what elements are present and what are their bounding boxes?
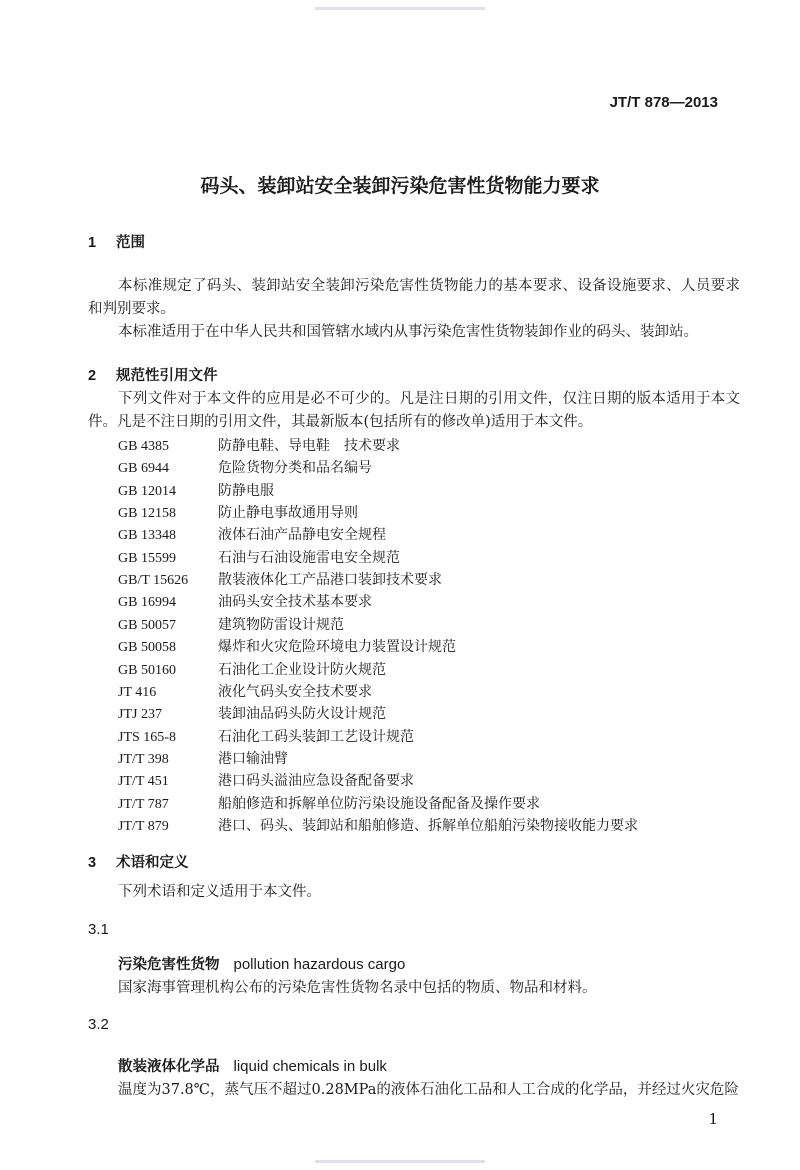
reference-code: JTJ 237 xyxy=(118,707,162,723)
term-definition: 温度为37.8℃，蒸气压不超过0.28MPa的液体石油化工品和人工合成的化学品，并经过火灾危险 xyxy=(118,1082,739,1098)
term-heading xyxy=(118,953,405,974)
reference-title: 石油化工企业设计防火规范 xyxy=(218,661,386,678)
reference-title: 建筑物防雷设计规范 xyxy=(218,616,344,633)
reference-item xyxy=(118,748,288,770)
reference-code: GB 50160 xyxy=(118,662,176,678)
reference-item xyxy=(118,591,372,613)
reference-code: GB 50057 xyxy=(118,617,176,633)
reference-code: GB 15599 xyxy=(118,550,176,566)
reference-title: 船舶修造和拆解单位防污染设施设备配备及操作要求 xyxy=(218,795,540,812)
term-zh: 散装液体化学品 xyxy=(118,1059,220,1075)
reference-code: JT/T 451 xyxy=(118,774,169,790)
reference-item xyxy=(118,435,400,457)
standard-number: JT/T 878—2013 xyxy=(609,94,718,111)
reference-item xyxy=(118,569,442,591)
reference-title: 散装液体化工产品港口装卸技术要求 xyxy=(218,572,442,589)
reference-code: GB 12014 xyxy=(118,483,176,499)
section-heading-1 xyxy=(88,231,145,252)
reference-title: 爆炸和火灾危险环境电力装置设计规范 xyxy=(218,639,456,656)
reference-item xyxy=(118,502,358,524)
section-title: 范围 xyxy=(116,235,145,251)
reference-title: 液化气码头安全技术要求 xyxy=(218,683,372,700)
paragraph: 本标准规定了码头、装卸站安全装卸污染危害性货物能力的基本要求、设备设施要求、人员要求和判别要求。 xyxy=(88,278,740,317)
reference-item xyxy=(118,636,456,658)
paragraph: 下列文件对于本文件的应用是必不可少的。凡是注日期的引用文件，仅注日期的版本适用于本文件。凡是不注日期的引用文件，其最新版本(包括所有的修改单)适用于本文件。 xyxy=(88,391,740,430)
reference-code: JT 416 xyxy=(118,684,157,700)
reference-title: 石油与石油设施雷电安全规范 xyxy=(218,549,400,566)
reference-item xyxy=(118,726,414,748)
term-number: 3.2 xyxy=(88,1016,109,1033)
reference-title: 危险货物分类和品名编号 xyxy=(218,460,372,477)
section-title: 术语和定义 xyxy=(116,855,189,871)
term-heading xyxy=(118,1055,387,1076)
reference-title: 防静电服 xyxy=(218,482,274,499)
page-number: 1 xyxy=(708,1110,718,1128)
reference-item xyxy=(118,815,638,837)
reference-item xyxy=(118,681,372,703)
section-heading-2 xyxy=(88,364,218,385)
reference-item xyxy=(118,659,386,681)
reference-title: 装卸油品码头防火设计规范 xyxy=(218,706,386,723)
reference-code: GB 50058 xyxy=(118,640,176,656)
term-en: liquid chemicals in bulk xyxy=(233,1058,387,1075)
reference-title: 港口码头溢油应急设备配备要求 xyxy=(218,773,414,790)
section-number: 1 xyxy=(88,235,97,251)
reference-code: GB 13348 xyxy=(118,528,176,544)
reference-code: GB 12158 xyxy=(118,506,176,522)
section-heading-3 xyxy=(88,851,189,872)
reference-code: GB 16994 xyxy=(118,595,176,611)
reference-item xyxy=(118,480,274,502)
reference-title: 港口、码头、装卸站和船舶修造、拆解单位船舶污染物接收能力要求 xyxy=(218,817,638,834)
reference-item xyxy=(118,703,386,725)
reference-code: JT/T 787 xyxy=(118,796,169,812)
section-number: 3 xyxy=(88,855,97,871)
reference-code: GB/T 15626 xyxy=(118,573,189,589)
reference-item xyxy=(118,793,540,815)
reference-item xyxy=(118,547,400,569)
term-zh: 污染危害性货物 xyxy=(118,957,220,973)
section-title: 规范性引用文件 xyxy=(116,368,218,384)
document-title: 码头、装卸站安全装卸污染危害性货物能力要求 xyxy=(200,175,600,197)
reference-code: JT/T 398 xyxy=(118,751,169,767)
reference-item xyxy=(118,524,386,546)
reference-code: GB 4385 xyxy=(118,439,169,454)
reference-code: JT/T 879 xyxy=(118,818,169,834)
reference-title: 港口输油臂 xyxy=(218,750,288,767)
watermark-top xyxy=(315,7,485,10)
reference-title: 油码头安全技术基本要求 xyxy=(218,594,372,611)
reference-item xyxy=(118,614,344,636)
term-number: 3.1 xyxy=(88,921,109,938)
reference-item xyxy=(118,770,414,792)
reference-code: JTS 165-8 xyxy=(118,729,176,745)
reference-title: 石油化工码头装卸工艺设计规范 xyxy=(218,728,414,745)
reference-title: 防静电鞋、导电鞋 技术要求 xyxy=(218,438,400,454)
reference-title: 防止静电事故通用导则 xyxy=(218,505,358,522)
paragraph: 本标准适用于在中华人民共和国管辖水域内从事污染危害性货物装卸作业的码头、装卸站。 xyxy=(118,324,698,340)
paragraph: 下列术语和定义适用于本文件。 xyxy=(118,884,321,900)
term-en: pollution hazardous cargo xyxy=(233,956,406,973)
section-number: 2 xyxy=(88,368,97,384)
reference-item xyxy=(118,457,372,479)
reference-code: GB 6944 xyxy=(118,461,169,477)
watermark-bottom xyxy=(315,1160,485,1163)
term-definition: 国家海事管理机构公布的污染危害性货物名录中包括的物质、物品和材料。 xyxy=(118,980,597,996)
reference-title: 液体石油产品静电安全规程 xyxy=(218,527,386,544)
